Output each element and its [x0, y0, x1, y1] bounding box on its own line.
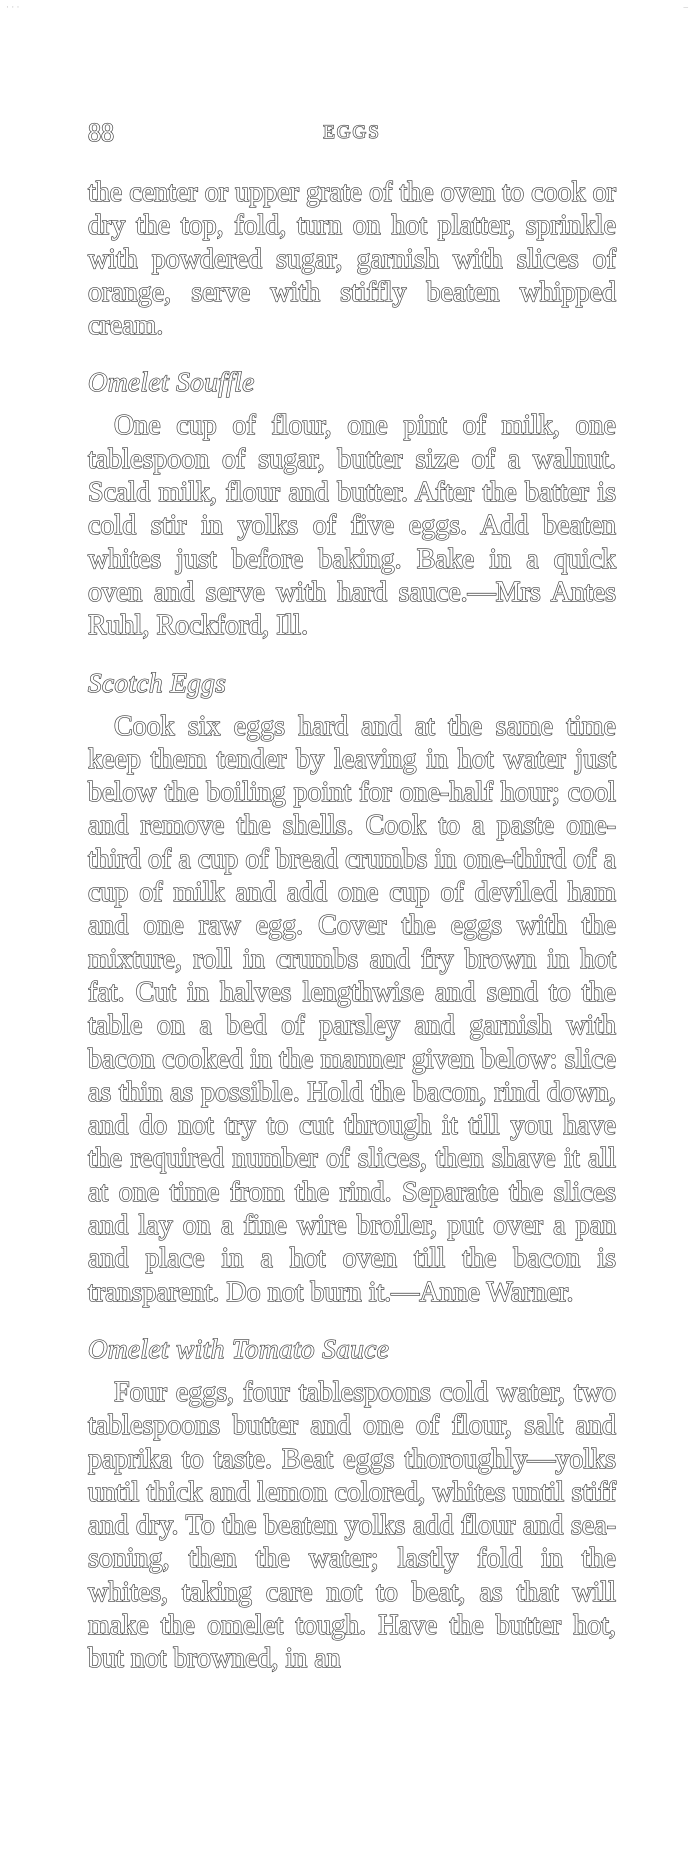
- scan-mark-right: –: [683, 2, 688, 12]
- continuation-paragraph: the center or upper grate of the oven to cook or dry the top, fold, turn on hot platter, sprinkle with powdered sugar, garnish with slices of orange, serve with stiffly beaten whipped cream.: [88, 177, 616, 342]
- scan-mark-left: · · ·: [6, 2, 20, 12]
- recipe-body: Cook six eggs hard and at the same time keep them tender by leaving in hot water just below the boiling point for one-half hour; cool and remove the shells. Cook to a paste one-third of a cup of bread crumbs in one-third of a cup of milk and add one cup of deviled ham and one raw egg. Cover the eggs with the mixture, roll in crumbs and fry brown in hot fat. Cut in halves lengthwise and send to the table on a bed of parsley and garnish with bacon cooked in the manner given below: slice as thin as possible. Hold the bacon, rind down, and do not try to cut through it till you have the required number of slices, then shave it all at one time from the rind. Separate the slices and lay on a fine wire broiler, put over a pan and place in a hot oven till the bacon is transparent. Do not burn it.—Anne Warner.: [88, 710, 616, 1308]
- page-content: [88, 176, 616, 1676]
- recipe-omelet-with-tomato-sauce: [88, 1333, 616, 1676]
- recipe-title: Omelet Souffle: [88, 367, 255, 398]
- recipe-scotch-eggs: [88, 667, 616, 1309]
- recipe-body: One cup of flour, one pint of milk, one tablespoon of sugar, butter size of a walnut. Scald milk, flour and butter. After the batter is cold stir in yolks of five eggs. Add beaten whites just before baking. Bake in a quick oven and serve with hard sauce.—Mrs Antes Ruhl, Rockford, Ill.: [88, 410, 616, 642]
- running-head: EGGS: [323, 122, 381, 143]
- page-number: 88: [88, 118, 114, 147]
- page-header: [88, 118, 616, 154]
- recipe-title: Scotch Eggs: [88, 667, 227, 698]
- recipe-omelet-souffle: [88, 366, 616, 642]
- book-page: [88, 118, 616, 1676]
- recipe-body: Four eggs, four tablespoons cold water, two tablespoons butter and one of flour, salt and paprika to taste. Beat eggs thoroughly—yolks until thick and lemon colored, whites until stiff and dry. To the beaten yolks add flour and seasoning, then the water; lastly fold in the whites, taking care not to beat, as that will make the omelet tough. Have the butter hot, but not browned, in an: [88, 1376, 616, 1675]
- recipe-title: Omelet with Tomato Sauce: [88, 1333, 390, 1364]
